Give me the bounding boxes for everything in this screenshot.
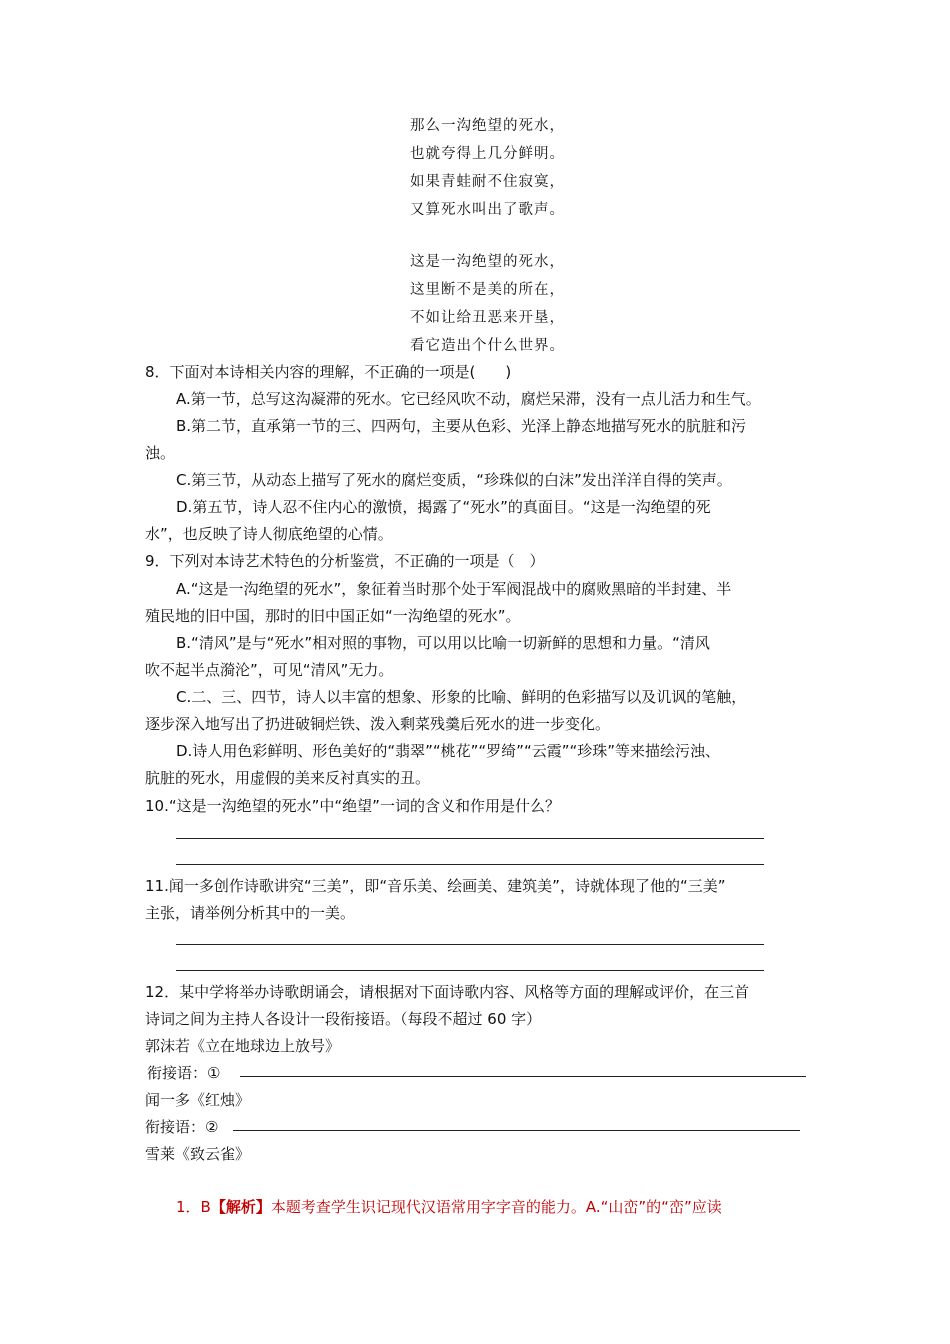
poem-line: 这里断不是美的所在， xyxy=(410,282,565,298)
q10-answer-line[interactable] xyxy=(176,864,764,865)
q12-stem: 12．某中学将举办诗歌朗诵会，请根据对下面诗歌内容、风格等方面的理解或评价，在三首 xyxy=(145,983,750,1001)
q8-option-a: A.第一节，总写这沟凝滞的死水。它已经风吹不动，腐烂呆滞，没有一点儿活力和生气。 xyxy=(176,390,761,408)
answer-explanation xyxy=(176,1196,846,1217)
q11-answer-line[interactable] xyxy=(176,944,764,945)
q12-stem-cont: 诗词之间为主持人各设计一段衔接语。（每段不超过 60 字） xyxy=(145,1010,542,1028)
q8-option-b-cont: 浊。 xyxy=(145,444,176,462)
q8-option-d-cont: 水”，也反映了诗人彻底绝望的心情。 xyxy=(145,525,393,543)
poem-line: 也就夸得上几分鲜明。 xyxy=(410,146,565,162)
poem-line: 看它造出个什么世界。 xyxy=(410,338,565,354)
q9-option-a-cont: 殖民地的旧中国，那时的旧中国正如“一沟绝望的死水”。 xyxy=(145,607,521,625)
q12-link-2-label: 衔接语：② xyxy=(145,1118,219,1136)
answer-tag: 【解析】 xyxy=(210,1198,271,1216)
poem-line: 这是一沟绝望的死水， xyxy=(410,254,565,270)
q9-option-a: A.“这是一沟绝望的死水”，象征着当时那个处于军阀混战中的腐败黑暗的半封建、半 xyxy=(176,580,732,598)
q9-option-d: D.诗人用色彩鲜明、形色美好的“翡翠”“桃花”“罗绮”“云霞”“珍珠”等来描绘污浊、 xyxy=(176,742,721,760)
q11-answer-line[interactable] xyxy=(176,970,764,971)
answer-text: 本题考查学生识记现代汉语常用字字音的能力。A.“山峦”的“峦”应读 xyxy=(270,1198,722,1216)
poem-stanza-2 xyxy=(410,248,565,360)
q12-poem-1: 郭沫若《立在地球边上放号》 xyxy=(145,1037,341,1055)
q12-link-1-label: 衔接语：① xyxy=(147,1064,221,1082)
poem-line: 那么一沟绝望的死水， xyxy=(410,118,565,134)
q10-answer-line[interactable] xyxy=(176,838,764,839)
q12-poem-3: 雪莱《致云雀》 xyxy=(145,1145,251,1163)
q9-option-d-cont: 肮脏的死水，用虚假的美来反衬真实的丑。 xyxy=(145,769,431,787)
q8-stem: 8．下面对本诗相关内容的理解，不正确的一项是( ) xyxy=(145,363,512,381)
poem-line: 又算死水叫出了歌声。 xyxy=(410,202,565,218)
q9-option-b-cont: 吹不起半点漪沦”，可见“清风”无力。 xyxy=(145,661,394,679)
q9-option-b: B.“清风”是与“死水”相对照的事物，可以用以比喻一切新鲜的思想和力量。“清风 xyxy=(176,634,710,652)
q9-option-c: C.二、三、四节，诗人以丰富的想象、形象的比喻、鲜明的色彩描写以及讥讽的笔触， xyxy=(176,688,747,706)
q12-link-2-blank[interactable] xyxy=(233,1130,800,1131)
q9-stem: 9．下列对本诗艺术特色的分析鉴赏，不正确的一项是（ ） xyxy=(145,552,545,570)
q8-option-c: C.第三节，从动态上描写了死水的腐烂变质，“珍珠似的白沫”发出洋洋自得的笑声。 xyxy=(176,471,732,489)
q12-link-1-blank[interactable] xyxy=(240,1076,806,1077)
q12-poem-2: 闻一多《红烛》 xyxy=(145,1091,251,1109)
q9-option-c-cont: 逐步深入地写出了扔进破铜烂铁、泼入剩菜残羹后死水的进一步变化。 xyxy=(145,715,611,733)
q8-option-d: D.第五节，诗人忍不住内心的激愤，揭露了“死水”的真面目。“这是一沟绝望的死 xyxy=(176,498,711,516)
q8-option-b: B.第二节，直承第一节的三、四两句，主要从色彩、光泽上静态地描写死水的肮脏和污 xyxy=(176,417,747,435)
answer-number: 1．B xyxy=(176,1198,211,1216)
q10-stem: 10.“这是一沟绝望的死水”中“绝望”一词的含义和作用是什么？ xyxy=(145,797,560,815)
poem-line: 不如让给丑恶来开垦， xyxy=(410,310,565,326)
q11-stem-cont: 主张，请举例分析其中的一美。 xyxy=(145,904,356,922)
q11-stem: 11.闻一多创作诗歌讲究“三美”，即“音乐美、绘画美、建筑美”，诗就体现了他的“三美” xyxy=(145,877,726,895)
poem-line: 如果青蛙耐不住寂寞， xyxy=(410,174,565,190)
poem-stanza-1 xyxy=(410,112,565,224)
